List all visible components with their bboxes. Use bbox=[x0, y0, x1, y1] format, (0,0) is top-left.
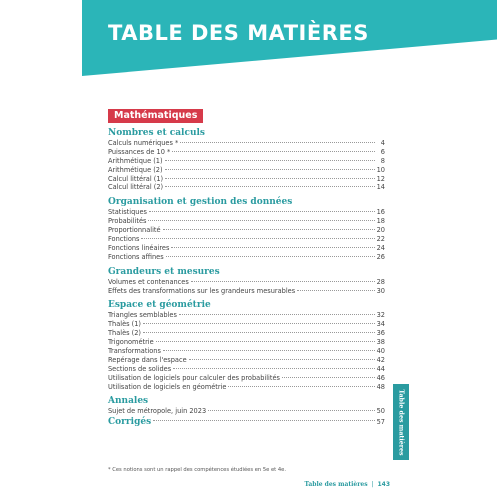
toc-entry[interactable] bbox=[108, 244, 385, 253]
entry-page: 8 bbox=[380, 156, 385, 165]
toc-entry[interactable] bbox=[108, 217, 385, 226]
entry-page: 46 bbox=[376, 373, 385, 382]
toc-entry[interactable] bbox=[108, 365, 385, 374]
entry-label: Triangles semblables bbox=[108, 311, 177, 320]
entry-label: Calcul littéral (2) bbox=[108, 183, 164, 192]
entry-page: 48 bbox=[376, 382, 385, 391]
toc-entry[interactable] bbox=[108, 320, 385, 329]
toc-entry[interactable] bbox=[108, 329, 385, 338]
subject-badge: Mathématiques bbox=[108, 109, 203, 123]
leader-dots bbox=[228, 386, 374, 387]
section-title: Grandeurs et mesures bbox=[108, 266, 220, 277]
entry-label: Arithmétique (2) bbox=[108, 165, 163, 174]
entry-page: 4 bbox=[380, 139, 385, 147]
footnote: * Ces notions sont un rappel des compétences étudiées en 5e et 4e. bbox=[108, 467, 286, 473]
entry-label: Sujet de métropole, juin 2023 bbox=[108, 407, 207, 416]
toc-entry[interactable] bbox=[108, 407, 385, 416]
entry-label: Volumes et contenances bbox=[108, 277, 189, 286]
leader-dots bbox=[180, 142, 375, 143]
toc-entry[interactable] bbox=[108, 226, 385, 235]
page-number: 143 bbox=[377, 481, 390, 488]
leader-dots bbox=[163, 229, 375, 230]
leader-dots bbox=[165, 178, 374, 179]
leader-dots bbox=[165, 186, 374, 187]
leader-dots bbox=[156, 341, 375, 342]
entry-label: Utilisation de logiciels pour calculer des probabilités bbox=[108, 373, 280, 382]
leader-dots bbox=[171, 247, 374, 248]
toc-entry[interactable] bbox=[108, 166, 385, 175]
entry-label: Fonctions affines bbox=[108, 252, 164, 261]
leader-dots bbox=[282, 377, 375, 378]
entry-page: 10 bbox=[376, 165, 385, 174]
corriges-entry[interactable] bbox=[108, 416, 385, 428]
table-of-contents bbox=[108, 127, 385, 428]
toc-entry[interactable] bbox=[108, 253, 385, 262]
leader-dots bbox=[173, 368, 374, 369]
corriges-page: 57 bbox=[376, 418, 385, 427]
toc-entry[interactable] bbox=[108, 278, 385, 287]
leader-dots bbox=[141, 238, 374, 239]
toc-entry[interactable] bbox=[108, 235, 385, 244]
section-title: Nombres et calculs bbox=[108, 128, 205, 138]
toc-entry[interactable] bbox=[108, 338, 385, 347]
leader-dots bbox=[172, 151, 375, 152]
toc-entry[interactable] bbox=[108, 374, 385, 383]
side-tab-label: Table des matières bbox=[397, 388, 405, 456]
toc-entry[interactable] bbox=[108, 383, 385, 392]
entry-label: Fonctions linéaires bbox=[108, 243, 170, 252]
entry-label: Statistiques bbox=[108, 208, 147, 217]
entry-label: Transformations bbox=[108, 347, 161, 356]
entry-page: 50 bbox=[376, 407, 385, 416]
toc-entry[interactable] bbox=[108, 148, 385, 157]
entry-page: 14 bbox=[376, 183, 385, 192]
toc-entry[interactable] bbox=[108, 356, 385, 365]
entry-page: 24 bbox=[376, 243, 385, 252]
entry-page: 30 bbox=[376, 286, 385, 295]
toc-entry[interactable] bbox=[108, 208, 385, 217]
leader-dots bbox=[179, 314, 375, 315]
leader-dots bbox=[166, 256, 375, 257]
entry-label: Calculs numériques * bbox=[108, 139, 179, 147]
leader-dots bbox=[149, 211, 375, 212]
entry-page: 42 bbox=[376, 355, 385, 364]
entry-page: 28 bbox=[376, 277, 385, 286]
entry-label: Repérage dans l'espace bbox=[108, 355, 187, 364]
entry-label: Probabilités bbox=[108, 217, 147, 226]
entry-label: Utilisation de logiciels en géométrie bbox=[108, 382, 227, 391]
entry-label: Effets des transformations sur les grandeurs mesurables bbox=[108, 286, 296, 295]
entry-label: Calcul littéral (1) bbox=[108, 174, 164, 183]
toc-entry[interactable] bbox=[108, 157, 385, 166]
leader-dots bbox=[208, 410, 374, 411]
toc-entry[interactable] bbox=[108, 287, 385, 296]
entry-label: Thalès (1) bbox=[108, 320, 142, 329]
entry-label: Sections de solides bbox=[108, 364, 172, 373]
entry-page: 6 bbox=[380, 147, 385, 156]
toc-entry[interactable] bbox=[108, 139, 385, 148]
entry-page: 22 bbox=[376, 235, 385, 244]
entry-page: 12 bbox=[376, 174, 385, 183]
entry-page: 18 bbox=[376, 217, 385, 226]
entry-label: Fonctions bbox=[108, 235, 140, 244]
entry-page: 32 bbox=[376, 311, 385, 320]
page-title: TABLE DES MATIÈRES bbox=[108, 21, 369, 45]
toc-entry[interactable] bbox=[108, 347, 385, 356]
entry-label: Proportionnalité bbox=[108, 226, 161, 235]
entry-page: 38 bbox=[376, 338, 385, 347]
entry-page: 16 bbox=[376, 208, 385, 217]
entry-page: 34 bbox=[376, 320, 385, 329]
entry-label: Trigonométrie bbox=[108, 338, 154, 347]
entry-page: 44 bbox=[376, 364, 385, 373]
leader-dots bbox=[153, 420, 374, 421]
section-title: Espace et géométrie bbox=[108, 300, 211, 311]
section-title: Organisation et gestion des données bbox=[108, 197, 293, 208]
entry-label: Puissances de 10 * bbox=[108, 147, 171, 156]
leader-dots bbox=[143, 323, 375, 324]
toc-entry[interactable] bbox=[108, 311, 385, 320]
leader-dots bbox=[297, 290, 374, 291]
page-footer bbox=[304, 481, 390, 488]
entry-page: 26 bbox=[376, 252, 385, 261]
toc-entry[interactable] bbox=[108, 175, 385, 184]
leader-dots bbox=[165, 160, 375, 161]
leader-dots bbox=[189, 359, 375, 360]
entry-page: 40 bbox=[376, 347, 385, 356]
entry-label: Arithmétique (1) bbox=[108, 156, 163, 165]
entry-page: 36 bbox=[376, 329, 385, 338]
entry-page: 20 bbox=[376, 226, 385, 235]
section-title: Annales bbox=[108, 396, 149, 407]
leader-dots bbox=[163, 350, 375, 351]
footer-separator: | bbox=[371, 481, 374, 488]
side-tab[interactable] bbox=[393, 384, 409, 460]
leader-dots bbox=[148, 220, 374, 221]
leader-dots bbox=[143, 332, 375, 333]
leader-dots bbox=[165, 169, 375, 170]
footer-title: Table des matières bbox=[304, 481, 368, 488]
leader-dots bbox=[191, 281, 375, 282]
entry-label: Thalès (2) bbox=[108, 329, 142, 338]
corriges-label: Corrigés bbox=[108, 417, 152, 428]
toc-entry[interactable] bbox=[108, 183, 385, 192]
